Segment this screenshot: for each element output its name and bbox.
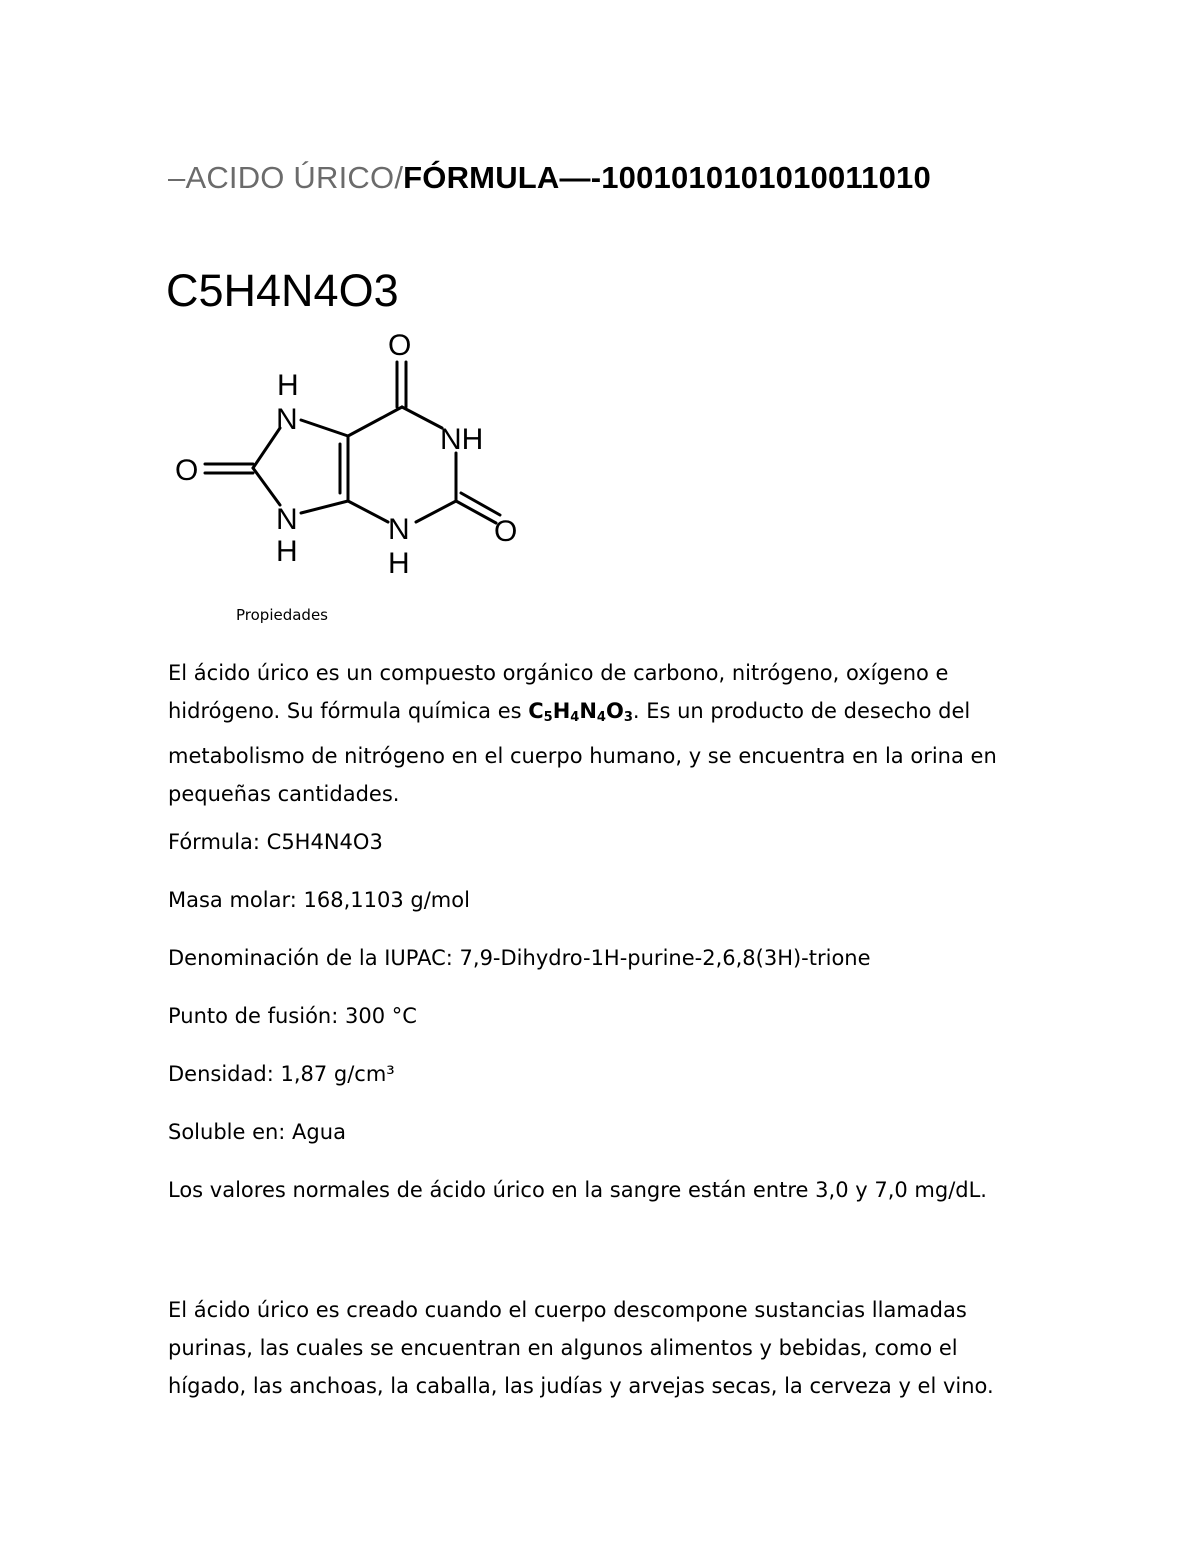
property-melting-point: Punto de fusión: 300 °C (168, 1004, 417, 1028)
property-normal-values: Los valores normales de ácido úrico en la sangre están entre 3,0 y 7,0 mg/dL. (168, 1178, 987, 1202)
intro-sub-4a: 4 (570, 710, 580, 725)
property-formula: Fórmula: C5H4N4O3 (168, 830, 383, 854)
atom-n7: N (276, 403, 298, 436)
atom-h-n7: H (277, 369, 299, 402)
property-molar-mass: Masa molar: 168,1103 g/mol (168, 888, 470, 912)
atom-o-right: O (494, 515, 518, 548)
intro-text-1: El ácido úrico es un compuesto orgánico de carbono, nitrógeno, oxígeno e hidrógeno. Su fórmula química es (168, 661, 949, 723)
atom-nh-n1: NH (440, 423, 484, 456)
document-title (168, 160, 931, 196)
intro-sub-3: 3 (623, 710, 633, 725)
atom-o-top: O (388, 329, 412, 362)
intro-paragraph (168, 654, 1028, 813)
uric-acid-structure (160, 325, 540, 585)
intro-formula-n: N (579, 699, 597, 723)
property-density: Densidad: 1,87 g/cm³ (168, 1062, 395, 1086)
atom-h-n3: H (388, 547, 410, 580)
closing-paragraph: El ácido úrico es creado cuando el cuerpo descompone sustancias llamadas purinas, las cuales se encuentran en algunos alimentos y bebidas, como el hígado, las anchoas, la caballa, las judías y arvejas secas, la cerveza y el vino. (168, 1298, 994, 1398)
intro-sub-5: 5 (543, 710, 553, 725)
property-solubility: Soluble en: Agua (168, 1120, 346, 1144)
atom-n3: N (388, 513, 410, 546)
intro-text-2: . Es un producto de desecho del metabolismo de nitrógeno en el cuerpo humano, y se encuentra en la orina en pequeñas cantidades. (168, 699, 997, 806)
atom-h-n9: H (276, 535, 298, 568)
intro-formula-o: O (605, 699, 624, 723)
intro-sub-4b: 4 (596, 710, 606, 725)
title-suffix: FÓRMULA—-1001010101010011010 (403, 160, 931, 195)
atom-o-left: O (175, 454, 199, 487)
atom-n9: N (276, 503, 298, 536)
intro-formula-c: C (528, 699, 544, 723)
figure-caption: Propiedades (236, 606, 328, 624)
title-prefix: –ACIDO ÚRICO/ (168, 160, 404, 195)
intro-formula-h: H (552, 699, 571, 723)
property-iupac-name: Denominación de la IUPAC: 7,9-Dihydro-1H-purine-2,6,8(3H)-trione (168, 946, 871, 970)
formula-heading: C5H4N4O3 (166, 265, 399, 316)
